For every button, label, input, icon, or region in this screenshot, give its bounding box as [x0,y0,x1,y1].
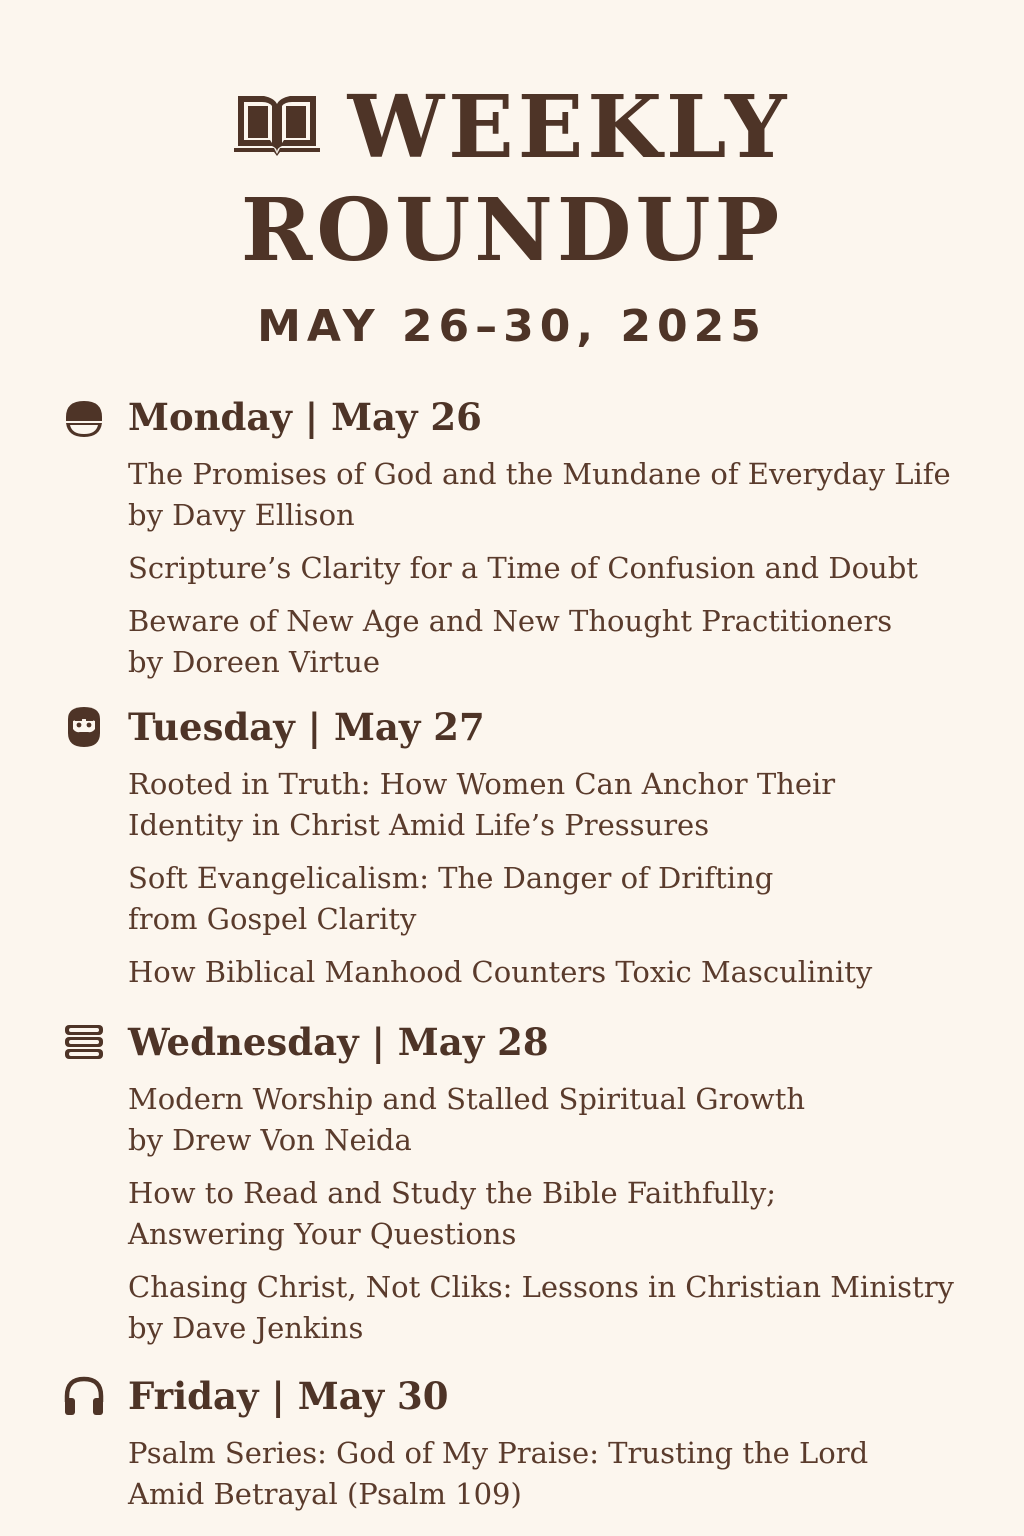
article-link[interactable] [128,952,1000,993]
stack-of-books-icon [60,1018,108,1066]
article-line: Answering Your Questions [128,1217,517,1251]
title-line-1 [0,77,1024,183]
article-line: Chasing Christ, Not Cliks: Lessons in Christian Ministry [128,1270,954,1304]
article-link[interactable] [128,1433,1000,1515]
article-link[interactable] [128,1173,1000,1255]
article-line: How to Read and Study the Bible Faithfully; [128,1176,776,1210]
bearded-man-icon [60,703,108,751]
day-section-monday [60,392,1000,683]
article-byline: by Doreen Virtue [128,645,381,679]
article-link[interactable] [128,764,1000,846]
day-header [60,1017,1000,1067]
header [0,77,1024,352]
article-line: Beware of New Age and New Thought Practitioners [128,604,893,638]
article-line: The Promises of God and the Mundane of Everyday Life [128,457,951,491]
article-link[interactable] [128,1267,1000,1349]
article-link[interactable] [128,1079,1000,1161]
article-line: Psalm Series: God of My Praise: Trusting the Lord [128,1436,869,1470]
day-title: Friday | May 30 [128,1374,449,1418]
article-link[interactable] [128,548,1000,589]
cap-icon [60,393,108,441]
headphones-icon [60,1372,108,1420]
article-link[interactable] [128,601,1000,683]
title-weekly: WEEKLY [347,77,791,178]
article-line: How Biblical Manhood Counters Toxic Masculinity [128,955,873,989]
article-line: Rooted in Truth: How Women Can Anchor Their [128,767,836,801]
article-line: Amid Betrayal (Psalm 109) [128,1477,522,1511]
day-section-tuesday [60,702,1000,993]
article-line: Soft Evangelicalism: The Danger of Drifting [128,861,774,895]
article-byline: by Davy Ellison [128,498,355,532]
day-section-friday [60,1371,1000,1515]
day-header [60,1371,1000,1421]
article-byline: by Drew Von Neida [128,1123,412,1157]
article-line: from Gospel Clarity [128,902,417,936]
day-header [60,392,1000,442]
article-link[interactable] [128,454,1000,536]
article-byline: by Dave Jenkins [128,1311,364,1345]
article-line: Scripture’s Clarity for a Time of Confusion and Doubt [128,551,918,585]
title-roundup: ROUNDUP [240,179,784,281]
day-header [60,702,1000,752]
day-section-wednesday [60,1017,1000,1349]
article-line: Identity in Christ Amid Life’s Pressures [128,808,710,842]
day-title: Tuesday | May 27 [128,705,485,749]
day-title: Wednesday | May 28 [128,1020,549,1064]
date-range: MAY 26–30, 2025 [257,300,767,352]
article-line: Modern Worship and Stalled Spiritual Growth [128,1082,806,1116]
article-link[interactable] [128,858,1000,940]
day-title: Monday | May 26 [128,395,482,439]
open-book-icon [234,79,320,175]
